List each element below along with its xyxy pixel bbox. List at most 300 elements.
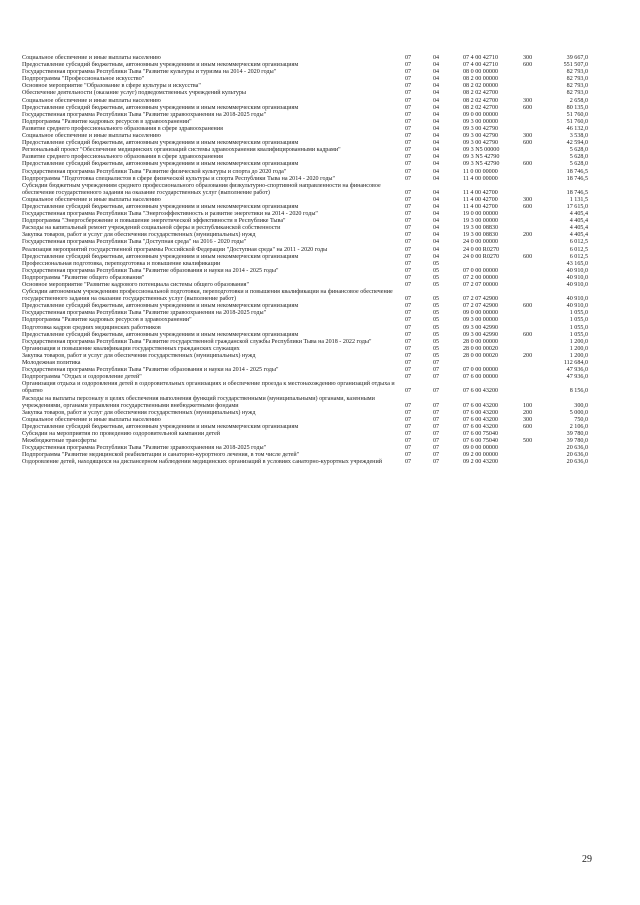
row-expense-type: 300 bbox=[523, 55, 533, 61]
row-name: Предоставление субсидий бюджетным, автономным учреждениям и иным некоммерческим организациям bbox=[22, 62, 299, 69]
row-expense-type bbox=[523, 346, 549, 353]
row-target-code: 11 4 00 42700 bbox=[463, 189, 498, 196]
row-subsection: 04 bbox=[433, 97, 440, 104]
row-subsection: 04 bbox=[433, 253, 440, 260]
row-subsection: 04 bbox=[433, 133, 440, 140]
row-section: 07 bbox=[405, 239, 412, 246]
row-section: 07 bbox=[405, 97, 412, 104]
row-name: Закупка товаров, работ и услуг для обеспечения государственных (муниципальных) нужд bbox=[22, 232, 256, 239]
row-subsection: 04 bbox=[433, 168, 440, 175]
row-name: Социальное обеспечение и иные выплаты населению bbox=[22, 416, 161, 423]
row-expense-type bbox=[523, 339, 549, 346]
row-expense-type: 300 bbox=[523, 416, 533, 423]
row-amount: 4 405,4 bbox=[569, 218, 588, 225]
row-subsection: 04 bbox=[433, 118, 440, 125]
row-name: Государственная программа Республики Тыва "Энергоэффективность и развитие энергетики на 2014 - 2020 годы" bbox=[22, 211, 318, 218]
row-name: Предоставление субсидий бюджетным, автономным учреждениям и иным некоммерческим организациям bbox=[22, 161, 299, 168]
table-row bbox=[22, 183, 588, 197]
row-target-code: 09 3 00 00000 bbox=[463, 118, 499, 125]
row-target-code: 09 3 N5 42790 bbox=[463, 161, 500, 168]
row-expense-type bbox=[523, 247, 549, 254]
row-name: Предоставление субсидий бюджетным, автономным учреждениям и иным некоммерческим организациям bbox=[22, 104, 299, 111]
row-section: 07 bbox=[405, 62, 412, 69]
row-target-code: 09 0 00 00000 bbox=[463, 445, 499, 452]
row-target-code: 24 0 00 R0270 bbox=[463, 253, 500, 260]
row-expense-type bbox=[523, 374, 549, 381]
table-row bbox=[22, 90, 588, 97]
row-target-code: 09 3 00 42790 bbox=[463, 140, 499, 147]
row-expense-type: 200 bbox=[523, 409, 533, 416]
row-target-code: 07 4 00 42710 bbox=[463, 55, 499, 61]
row-name: Государственная программа Республики Тыва "Доступная среда" на 2016 - 2020 годы" bbox=[22, 239, 247, 246]
row-expense-type bbox=[523, 176, 549, 183]
row-amount: 1 055,0 bbox=[569, 324, 588, 331]
row-name: Расходы на капитальный ремонт учреждений социальной сферы и республиканской собственности bbox=[22, 225, 281, 232]
row-section: 07 bbox=[405, 118, 412, 125]
row-section: 07 bbox=[405, 232, 412, 239]
row-amount: 39 667,0 bbox=[566, 55, 588, 61]
row-subsection: 04 bbox=[433, 147, 440, 154]
row-amount: 82 793,0 bbox=[566, 90, 588, 97]
row-target-code: 08 2 02 42700 bbox=[463, 90, 499, 97]
row-target-code: 07 6 00 43200 bbox=[463, 402, 499, 409]
row-target-code: 07 6 00 43200 bbox=[463, 388, 499, 395]
row-section: 07 bbox=[405, 161, 412, 168]
table-row bbox=[22, 424, 588, 431]
row-section: 07 bbox=[405, 218, 412, 225]
row-expense-type bbox=[523, 360, 549, 367]
table-row bbox=[22, 197, 588, 204]
table-row bbox=[22, 126, 588, 133]
row-target-code: 07 6 00 43200 bbox=[463, 409, 499, 416]
row-amount: 2 106,0 bbox=[569, 423, 588, 430]
row-expense-type: 600 bbox=[523, 140, 533, 147]
row-amount: 6 012,5 bbox=[569, 253, 588, 260]
row-target-code: 11 0 00 00000 bbox=[463, 168, 498, 175]
row-target-code: 07 0 00 00000 bbox=[463, 367, 499, 374]
row-expense-type bbox=[523, 69, 549, 76]
row-amount: 18 746,5 bbox=[566, 189, 588, 196]
row-amount: 4 405,4 bbox=[569, 232, 588, 239]
row-section: 07 bbox=[405, 274, 412, 281]
row-subsection: 04 bbox=[433, 154, 440, 161]
row-amount: 40 910,0 bbox=[566, 303, 588, 310]
row-name: Профессиональная подготовка, переподготовка и повышение квалификации bbox=[22, 260, 221, 267]
row-section: 07 bbox=[405, 367, 412, 374]
table-row bbox=[22, 268, 588, 275]
row-section: 07 bbox=[405, 260, 412, 267]
row-expense-type: 600 bbox=[523, 104, 533, 111]
row-section: 07 bbox=[405, 338, 412, 345]
row-subsection: 05 bbox=[433, 317, 440, 324]
row-expense-type bbox=[523, 239, 549, 246]
table-row bbox=[22, 204, 588, 211]
row-subsection: 05 bbox=[433, 267, 440, 274]
row-target-code: 07 2 00 00000 bbox=[463, 274, 499, 281]
row-name: Предоставление субсидий бюджетным, автономным учреждениям и иным некоммерческим организациям bbox=[22, 253, 299, 260]
row-section: 07 bbox=[405, 246, 412, 253]
row-section: 07 bbox=[405, 104, 412, 111]
row-subsection: 05 bbox=[433, 352, 440, 359]
table-row bbox=[22, 396, 588, 410]
row-target-code: 08 0 00 00000 bbox=[463, 69, 499, 76]
row-expense-type: 500 bbox=[523, 438, 533, 445]
table-row bbox=[22, 346, 588, 353]
row-expense-type bbox=[523, 169, 549, 176]
row-target-code: 11 4 00 42700 bbox=[463, 203, 498, 210]
row-expense-type: 300 bbox=[523, 196, 533, 203]
row-subsection: 07 bbox=[433, 388, 440, 395]
row-target-code: 28 0 00 00020 bbox=[463, 352, 499, 359]
row-expense-type bbox=[523, 325, 549, 332]
row-amount: 1 055,0 bbox=[569, 310, 588, 317]
row-expense-type: 300 bbox=[523, 133, 533, 140]
row-subsection: 05 bbox=[433, 303, 440, 310]
table-row bbox=[22, 431, 588, 438]
row-expense-type bbox=[523, 275, 549, 282]
row-amount: 1 131,5 bbox=[569, 196, 588, 203]
row-target-code: 07 0 00 00000 bbox=[463, 267, 499, 274]
row-expense-type bbox=[523, 211, 549, 218]
row-subsection: 07 bbox=[433, 459, 440, 466]
row-expense-type: 600 bbox=[523, 303, 533, 310]
row-amount: 1 200,0 bbox=[569, 338, 588, 345]
row-subsection: 04 bbox=[433, 140, 440, 147]
row-section: 07 bbox=[405, 352, 412, 359]
row-name: Субсидии бюджетным учреждениям среднего профессионального образования физкультурно-спортивной направленности на финансовое обеспечение государственного задания на оказание государственных услуг (выполнение работ) bbox=[22, 182, 381, 196]
row-subsection: 05 bbox=[433, 324, 440, 331]
row-name: Обеспечение деятельности (оказание услуг) подведомственных учреждений культуры bbox=[22, 90, 247, 97]
row-target-code: 28 0 00 00020 bbox=[463, 345, 499, 352]
row-name: Государственная программа Республики Тыва "Развитие государственной гражданской службы Республики Тыва на 2018 - 2022 годы" bbox=[22, 338, 372, 345]
row-name: Закупка товаров, работ и услуг для обеспечения государственных (муниципальных) нужд bbox=[22, 352, 256, 359]
row-expense-type bbox=[523, 218, 549, 225]
row-expense-type: 100 bbox=[523, 402, 533, 409]
row-name: Социальное обеспечение и иные выплаты населению bbox=[22, 133, 161, 140]
row-amount: 18 746,5 bbox=[566, 168, 588, 175]
row-section: 07 bbox=[405, 147, 412, 154]
row-target-code: 07 6 00 43200 bbox=[463, 423, 499, 430]
row-subsection: 04 bbox=[433, 203, 440, 210]
budget-table bbox=[22, 55, 588, 466]
row-subsection: 04 bbox=[433, 69, 440, 76]
row-target-code: 08 2 02 42700 bbox=[463, 97, 499, 104]
row-subsection: 05 bbox=[433, 296, 440, 303]
row-amount: 3 538,0 bbox=[569, 133, 588, 140]
row-section: 07 bbox=[405, 317, 412, 324]
row-name: Закупка товаров, работ и услуг для обеспечения государственных (муниципальных) нужд bbox=[22, 409, 256, 416]
row-subsection: 04 bbox=[433, 246, 440, 253]
table-row bbox=[22, 275, 588, 282]
row-name: Предоставление субсидий бюджетным, автономным учреждениям и иным некоммерческим организациям bbox=[22, 140, 299, 147]
row-expense-type bbox=[523, 445, 549, 452]
row-section: 07 bbox=[405, 69, 412, 76]
row-target-code: 07 4 00 42710 bbox=[463, 62, 499, 69]
table-row bbox=[22, 353, 588, 360]
row-subsection: 04 bbox=[433, 83, 440, 90]
row-target-code: 09 2 00 43200 bbox=[463, 459, 499, 466]
row-target-code: 09 3 N5 42790 bbox=[463, 154, 500, 161]
table-row bbox=[22, 119, 588, 126]
row-name: Государственная программа Республики Тыва "Развитие образования и науки на 2014 - 2025 годы" bbox=[22, 267, 279, 274]
row-expense-type bbox=[523, 83, 549, 90]
row-section: 07 bbox=[405, 430, 412, 437]
row-section: 07 bbox=[405, 296, 412, 303]
row-section: 07 bbox=[405, 55, 412, 61]
row-name: Развитие среднего профессионального образования в сфере здравоохранения bbox=[22, 154, 223, 161]
row-target-code: 28 0 00 00000 bbox=[463, 338, 499, 345]
row-name: Субсидии на мероприятия по проведению оздоровительной кампании детей bbox=[22, 430, 221, 437]
row-subsection: 04 bbox=[433, 76, 440, 83]
row-expense-type: 300 bbox=[523, 97, 533, 104]
row-target-code: 19 0 00 00000 bbox=[463, 211, 499, 218]
row-section: 07 bbox=[405, 360, 412, 367]
row-target-code: 08 2 00 00000 bbox=[463, 76, 499, 83]
row-amount: 39 780,0 bbox=[566, 438, 588, 445]
row-expense-type bbox=[523, 119, 549, 126]
table-row bbox=[22, 247, 588, 254]
row-amount: 82 793,0 bbox=[566, 76, 588, 83]
row-subsection: 04 bbox=[433, 218, 440, 225]
row-subsection: 04 bbox=[433, 62, 440, 69]
row-amount: 40 910,0 bbox=[566, 274, 588, 281]
row-expense-type bbox=[523, 183, 549, 197]
row-section: 07 bbox=[405, 324, 412, 331]
row-section: 07 bbox=[405, 133, 412, 140]
row-subsection: 04 bbox=[433, 239, 440, 246]
row-name: Межбюджетные трансферты bbox=[22, 438, 97, 445]
row-expense-type: 600 bbox=[523, 331, 533, 338]
row-section: 07 bbox=[405, 125, 412, 132]
row-name: Социальное обеспечение и иные выплаты населению bbox=[22, 196, 161, 203]
row-section: 07 bbox=[405, 282, 412, 288]
row-expense-type bbox=[523, 381, 549, 395]
row-subsection: 04 bbox=[433, 211, 440, 218]
row-target-code: 11 4 00 42700 bbox=[463, 196, 498, 203]
row-name: Подпрограмма "Отдых и оздоровление детей" bbox=[22, 374, 142, 381]
row-name: Государственная программа Республики Тыва "Развитие здравоохранения на 2018-2025 годы" bbox=[22, 111, 267, 118]
table-row bbox=[22, 332, 588, 339]
row-target-code: 09 3 00 42790 bbox=[463, 125, 499, 132]
row-subsection: 04 bbox=[433, 225, 440, 232]
row-subsection: 04 bbox=[433, 55, 440, 61]
row-amount: 18 746,5 bbox=[566, 175, 588, 182]
row-amount: 46 132,0 bbox=[566, 125, 588, 132]
row-name: Социальное обеспечение и иные выплаты населению bbox=[22, 97, 161, 104]
row-amount: 17 615,0 bbox=[566, 203, 588, 210]
row-subsection: 04 bbox=[433, 189, 440, 196]
table-row bbox=[22, 261, 588, 268]
row-name: Предоставление субсидий бюджетным, автономным учреждениям и иным некоммерческим организациям bbox=[22, 303, 299, 310]
row-subsection: 07 bbox=[433, 402, 440, 409]
row-amount: 5 628,0 bbox=[569, 154, 588, 161]
row-section: 07 bbox=[405, 303, 412, 310]
row-section: 07 bbox=[405, 211, 412, 218]
row-target-code: 07 6 00 00000 bbox=[463, 374, 499, 381]
row-subsection: 04 bbox=[433, 125, 440, 132]
row-name: Государственная программа Республики Тыва "Развитие культуры и туризма на 2014 - 2020 годы" bbox=[22, 69, 277, 76]
row-name: Расходы на выплаты персоналу в целях обеспечения выполнения функций государственными (муниципальными) органами, казенными учреждениями, органами управления государственными внебюджетными фондами bbox=[22, 395, 375, 409]
row-amount: 47 936,0 bbox=[566, 367, 588, 374]
row-expense-type bbox=[523, 225, 549, 232]
table-row bbox=[22, 410, 588, 417]
row-subsection: 07 bbox=[433, 374, 440, 381]
row-name: Развитие среднего профессионального образования в сфере здравоохранения bbox=[22, 125, 223, 132]
row-name: Подпрограмма "Развитие кадровых ресурсов в здравоохранении" bbox=[22, 317, 192, 324]
row-name: Подпрограмма "Профессиональное искусство" bbox=[22, 76, 145, 83]
row-amount: 40 910,0 bbox=[566, 267, 588, 274]
row-name: Государственная программа Республики Тыва "Развитие физической культуры и спорта до 2020 года" bbox=[22, 168, 287, 175]
table-row bbox=[22, 459, 588, 466]
row-expense-type bbox=[523, 112, 549, 119]
row-target-code: 19 3 00 00000 bbox=[463, 218, 499, 225]
row-amount: 40 910,0 bbox=[566, 282, 588, 288]
row-expense-type bbox=[523, 147, 549, 154]
row-subsection: 05 bbox=[433, 260, 440, 267]
row-name: Подпрограмма "Развитие медицинской реабилитации и санаторно-курортного лечения, в том числе детей" bbox=[22, 452, 300, 459]
row-section: 07 bbox=[405, 452, 412, 459]
row-target-code: 09 3 00 42990 bbox=[463, 324, 499, 331]
row-subsection: 07 bbox=[433, 430, 440, 437]
row-name: Подпрограмма "Развитие кадровых ресурсов в здравоохранении" bbox=[22, 118, 192, 125]
table-row bbox=[22, 98, 588, 105]
table-row bbox=[22, 289, 588, 303]
row-target-code: 09 3 00 42790 bbox=[463, 133, 499, 140]
row-section: 07 bbox=[405, 423, 412, 430]
budget-table-body bbox=[22, 55, 588, 466]
row-subsection: 07 bbox=[433, 409, 440, 416]
row-section: 07 bbox=[405, 416, 412, 423]
row-amount: 1 200,0 bbox=[569, 345, 588, 352]
row-amount: 2 658,0 bbox=[569, 97, 588, 104]
row-amount: 5 628,0 bbox=[569, 161, 588, 168]
row-subsection: 04 bbox=[433, 104, 440, 111]
row-amount: 20 636,0 bbox=[566, 459, 588, 466]
row-expense-type: 600 bbox=[523, 203, 533, 210]
row-section: 07 bbox=[405, 445, 412, 452]
row-expense-type: 600 bbox=[523, 62, 533, 69]
table-row bbox=[22, 339, 588, 346]
row-amount: 4 405,4 bbox=[569, 211, 588, 218]
row-section: 07 bbox=[405, 111, 412, 118]
row-subsection: 04 bbox=[433, 111, 440, 118]
row-expense-type: 600 bbox=[523, 423, 533, 430]
row-expense-type: 200 bbox=[523, 352, 533, 359]
row-expense-type bbox=[523, 289, 549, 303]
row-amount: 4 405,4 bbox=[569, 225, 588, 232]
row-amount: 20 636,0 bbox=[566, 445, 588, 452]
row-target-code: 07 2 07 42900 bbox=[463, 296, 499, 303]
row-name: Организация и повышение квалификации государственных гражданских служащих bbox=[22, 345, 240, 352]
row-section: 07 bbox=[405, 196, 412, 203]
row-section: 07 bbox=[405, 310, 412, 317]
row-expense-type bbox=[523, 282, 549, 289]
row-target-code: 11 4 00 00000 bbox=[463, 175, 498, 182]
table-row bbox=[22, 310, 588, 317]
row-name: Организация отдыха и оздоровления детей в оздоровительных организациях и обеспечение проезда к местонахождению организаций отдыха и обратно bbox=[22, 381, 395, 395]
row-target-code: 09 0 00 00000 bbox=[463, 310, 499, 317]
row-subsection: 07 bbox=[433, 423, 440, 430]
row-section: 07 bbox=[405, 175, 412, 182]
row-amount: 82 793,0 bbox=[566, 83, 588, 90]
row-subsection: 07 bbox=[433, 438, 440, 445]
row-subsection: 07 bbox=[433, 452, 440, 459]
row-subsection: 05 bbox=[433, 310, 440, 317]
row-name: Государственная программа Республики Тыва "Развитие здравоохранения на 2018-2025 годы" bbox=[22, 445, 267, 452]
table-row bbox=[22, 317, 588, 324]
row-section: 07 bbox=[405, 154, 412, 161]
row-section: 07 bbox=[405, 438, 412, 445]
row-amount: 8 156,0 bbox=[569, 388, 588, 395]
row-section: 07 bbox=[405, 83, 412, 90]
row-amount: 1 055,0 bbox=[569, 317, 588, 324]
row-expense-type bbox=[523, 459, 549, 466]
row-subsection: 07 bbox=[433, 360, 440, 367]
table-row bbox=[22, 381, 588, 395]
row-name: Основное мероприятие "Образование в сфере культуры и искусства" bbox=[22, 83, 201, 90]
row-subsection: 04 bbox=[433, 232, 440, 239]
row-section: 07 bbox=[405, 168, 412, 175]
row-subsection: 07 bbox=[433, 445, 440, 452]
row-name: Оздоровление детей, находящихся на диспансерном наблюдении медицинских организаций в условиях санаторно-курортных учреждений bbox=[22, 459, 382, 466]
row-target-code: 07 2 07 42900 bbox=[463, 303, 499, 310]
row-expense-type: 200 bbox=[523, 232, 533, 239]
row-subsection: 04 bbox=[433, 175, 440, 182]
row-target-code: 09 3 00 00000 bbox=[463, 317, 499, 324]
row-section: 07 bbox=[405, 409, 412, 416]
row-amount: 40 910,0 bbox=[566, 296, 588, 303]
row-section: 07 bbox=[405, 388, 412, 395]
row-amount: 300,0 bbox=[574, 402, 588, 409]
row-subsection: 04 bbox=[433, 161, 440, 168]
row-target-code: 09 3 00 42990 bbox=[463, 331, 499, 338]
row-amount: 6 012,5 bbox=[569, 239, 588, 246]
page-number: 29 bbox=[582, 854, 592, 865]
row-expense-type bbox=[523, 310, 549, 317]
row-amount: 551 507,0 bbox=[563, 62, 588, 69]
row-name: Социальное обеспечение и иные выплаты населению bbox=[22, 55, 161, 61]
row-name: Подпрограмма "Энергосбережение и повышение энергетической эффективности в Республике Тыва" bbox=[22, 218, 286, 225]
row-amount: 39 780,0 bbox=[566, 430, 588, 437]
row-subsection: 05 bbox=[433, 345, 440, 352]
row-amount: 51 760,0 bbox=[566, 111, 588, 118]
row-expense-type bbox=[523, 268, 549, 275]
row-subsection: 05 bbox=[433, 274, 440, 281]
row-section: 07 bbox=[405, 374, 412, 381]
table-row bbox=[22, 176, 588, 183]
table-row bbox=[22, 105, 588, 112]
row-subsection: 05 bbox=[433, 282, 440, 288]
row-section: 07 bbox=[405, 140, 412, 147]
row-name: Предоставление субсидий бюджетным, автономным учреждениям и иным некоммерческим организациям bbox=[22, 203, 299, 210]
row-name: Государственная программа Республики Тыва "Развитие образования и науки на 2014 - 2025 годы" bbox=[22, 367, 279, 374]
table-row bbox=[22, 325, 588, 332]
table-row bbox=[22, 112, 588, 119]
row-subsection: 07 bbox=[433, 416, 440, 423]
table-row bbox=[22, 417, 588, 424]
row-expense-type bbox=[523, 154, 549, 161]
row-expense-type: 600 bbox=[523, 253, 533, 260]
row-expense-type bbox=[523, 317, 549, 324]
row-name: Региональный проект "Обеспечение медицинских организаций системы здравоохранения квалифицированными кадрами" bbox=[22, 147, 341, 154]
row-name: Реализация мероприятий государственной программы Российской Федерации "Доступная среда" на 2011 - 2020 годы bbox=[22, 246, 328, 253]
row-subsection: 05 bbox=[433, 331, 440, 338]
row-amount: 47 936,0 bbox=[566, 374, 588, 381]
row-section: 07 bbox=[405, 189, 412, 196]
row-amount: 51 760,0 bbox=[566, 118, 588, 125]
row-name: Подпрограмма "Подготовка специалистов в сфере физической культуры и спорта Республики Тыва на 2014 - 2020 годы" bbox=[22, 175, 335, 182]
row-subsection: 07 bbox=[433, 367, 440, 374]
